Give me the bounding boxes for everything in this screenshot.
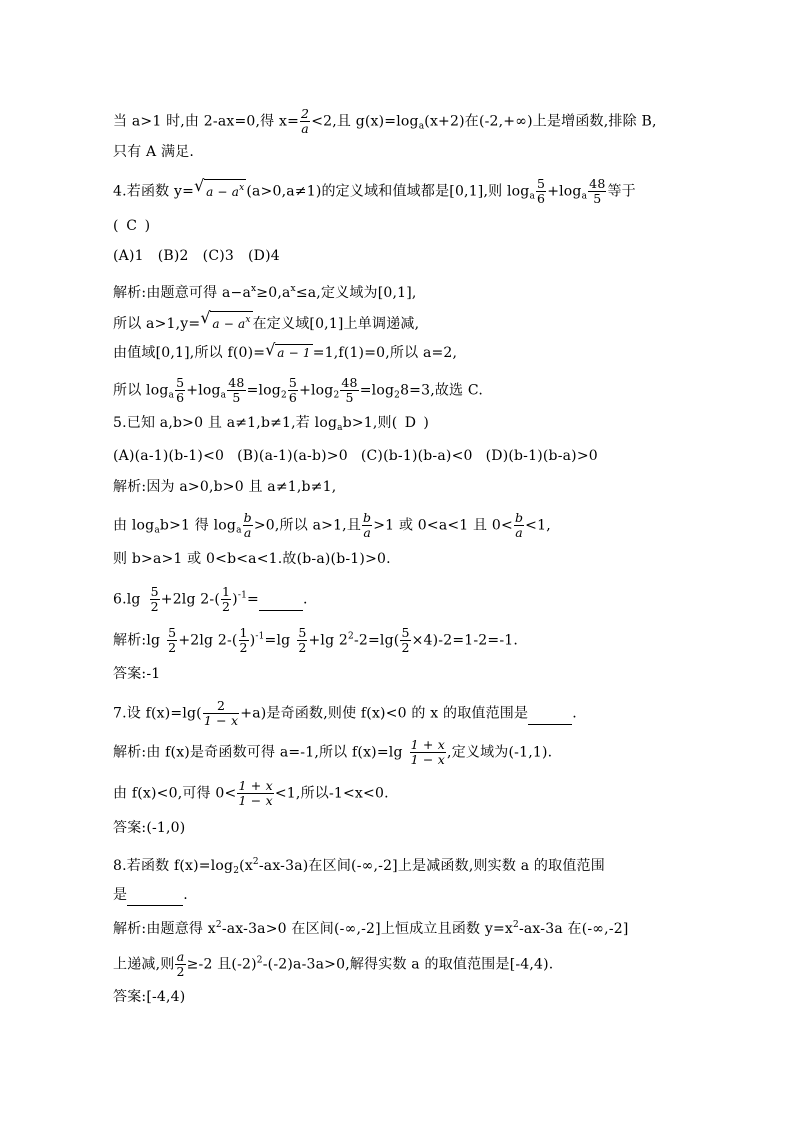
problem-4-analysis-1: 解析:由题意可得 $a-a^x\ge 0,a^x\le a$,定义域为[0,1], xyxy=(113,284,417,301)
option-d: (D)(b-1)(b-a)>0 xyxy=(485,448,598,464)
fraction: $\frac{5}{6}$ xyxy=(288,375,298,405)
option-a: (A)1 xyxy=(113,248,144,264)
sqrt-expression: √ $a - a^x$ xyxy=(201,311,252,334)
option-c: (C)(b-1)(b-a)<0 xyxy=(360,448,473,464)
problem-4-options xyxy=(113,246,678,266)
fraction: $\frac{5}{2}$ xyxy=(401,625,410,655)
answer-blank[interactable] xyxy=(528,704,572,725)
fraction: $\frac{1 + x}{1 - x}$ xyxy=(238,778,273,808)
problem-5-options xyxy=(113,446,678,466)
fraction: $\frac{2}{1 - x}$ xyxy=(203,698,239,728)
fraction: $\frac{b}{a}$ xyxy=(514,510,524,540)
option-a: (A)(a-1)(b-1)<0 xyxy=(113,448,225,464)
option-b: (B)2 xyxy=(157,248,189,264)
fraction: $\frac{48}{5}$ xyxy=(341,375,358,405)
fraction: $\frac{b}{a}$ xyxy=(363,510,372,540)
problem-5-analysis-3: 则 b>a>1 或 0<b<a<1.故(b-a)(b-1)>0. xyxy=(113,551,391,567)
fraction: $\frac{5}{2}$ xyxy=(298,625,307,655)
sqrt-expression: √ $a - a^x$ xyxy=(195,179,246,202)
problem-4-statement: 4.若函数 y=√ $a - a^x$ (a>0,a≠1)的定义域和值域都是[0,1],则 $\log_a$ $\frac{5}{6}$ $+\log_a$ $\frac{48}{5}$ 等于 xyxy=(113,177,678,207)
option-d: (D)4 xyxy=(248,248,280,264)
problem-8-statement: 8.若函数 $f(x)=\log_2(x^2-ax-3a)$在区间(-∞,-2]上是减函数,则实数 a 的取值范围 xyxy=(113,857,605,876)
problem-7-analysis-2: 由 f(x)<0,可得 0< $\frac{1 + x}{1 - x}$ <1,所以-1<x<0. xyxy=(113,778,389,808)
option-c: (C)3 xyxy=(202,248,235,264)
fraction: $\frac{2}{a}$ xyxy=(301,106,310,136)
answer-blank[interactable] xyxy=(127,885,183,906)
fraction: $\frac{5}{2}$ xyxy=(168,625,177,655)
problem-4-analysis-2: 所以 a>1,y=√ $a - a^x$ 在定义域[0,1]上单调递减, xyxy=(113,311,678,334)
choice-answer: D xyxy=(404,415,417,431)
problem-7-analysis-1: 解析:由 f(x)是奇函数可得 a=-1,所以 f(x)=lg $\frac{1 + x}{1 - x}$ ,定义域为(-1,1). xyxy=(113,737,553,767)
solution-line-2: 只有 A 满足. xyxy=(113,144,195,160)
problem-4-answer-paren: ( C ) xyxy=(113,218,151,234)
text: 当 a>1 时,由 2-ax=0,得 x= xyxy=(113,113,300,130)
fraction: $\frac{48}{5}$ xyxy=(589,176,606,206)
problem-7-statement: 7.设 f(x)=lg( $\frac{2}{1 - x}$ +a)是奇函数,则使 f(x)<0 的 x 的取值范围是 . xyxy=(113,698,577,728)
solution-line-1: 当 a>1 时,由 2-ax=0,得 x= $\frac{2}{a}$ <2,且 $g(x)=\log_a(x+2)$在(-2,+∞)上是增函数,排除 B, xyxy=(113,106,657,136)
problem-5-analysis-2: 由 $\log_ab>1$ 得 $\log_a$ $\frac{b}{a}$ >0,所以 a>1,且 $\frac{b}{a}$ >1 或 0<a<1 且 0< $\frac{b}{a}$ <1, xyxy=(113,510,551,540)
fraction: $\frac{1}{2}$ xyxy=(239,625,248,655)
fraction: $\frac{a}{2}$ xyxy=(176,949,185,979)
fraction: $\frac{1}{2}$ xyxy=(222,584,231,614)
problem-8-analysis-1: 解析:由题意得 $x^2-ax-3a>0$ 在区间(-∞,-2]上恒成立且函数 $y=x^2-ax-3a$ 在(-∞,-2] xyxy=(113,920,629,937)
option-b: (B)(a-1)(a-b)>0 xyxy=(237,448,348,464)
problem-8-blank-line: 是 . xyxy=(113,885,678,906)
fraction: $\frac{5}{2}$ xyxy=(150,584,159,614)
fraction: $\frac{b}{a}$ xyxy=(243,510,252,540)
problem-8-analysis-2: 上递减,则 $\frac{a}{2}$ ≥-2 且$(-2)^2-(-2)a-3a>0$,解得实数 a 的取值范围是[-4,4). xyxy=(113,949,554,979)
problem-6-analysis: 解析:lg $\frac{5}{2}$ +2lg 2-( $\frac{1}{2}$ )$^{-1}$=lg $\frac{5}{2}$ +lg $2^2-2=\lg$( $\frac{5}{2}$ ×4)-2=1-2=-1. xyxy=(113,625,519,655)
problem-4-analysis-4: 所以 $\log_a$ $\frac{5}{6}$ $+\log_a$ $\frac{48}{5}$ $=\log_2$ $\frac{5}{6}$ $+\log_2$ $\frac{48}{5}$ $=\log_28=3$,故选 C. xyxy=(113,375,483,405)
fraction: $\frac{5}{6}$ xyxy=(176,375,185,405)
problem-5-analysis-1: 解析:因为 a>0,b>0 且 a≠1,b≠1, xyxy=(113,479,337,495)
sqrt-expression: √ a − 1 xyxy=(266,343,312,363)
problem-6-answer: 答案:-1 xyxy=(113,666,161,682)
fraction: $\frac{48}{5}$ xyxy=(228,375,245,405)
fraction: $\frac{5}{6}$ xyxy=(537,176,546,206)
choice-answer: C xyxy=(126,218,138,234)
fraction: $\frac{1 + x}{1 - x}$ xyxy=(410,737,446,767)
problem-4-analysis-3: 由值域[0,1],所以 f(0)=√ a − 1 =1,f(1)=0,所以 a=2, xyxy=(113,343,678,363)
answer-blank[interactable] xyxy=(259,590,303,611)
problem-7-answer: 答案:(-1,0) xyxy=(113,820,186,836)
problem-8-answer: 答案:[-4,4) xyxy=(113,989,186,1005)
problem-5-statement: 5.已知 a,b>0 且 a≠1,b≠1,若 $\log_ab>1$,则( D ) xyxy=(113,415,430,433)
problem-6-statement: 6.lg $\frac{5}{2}$ +2lg 2-( $\frac{1}{2}$ )$^{-1}$= . xyxy=(113,584,308,614)
